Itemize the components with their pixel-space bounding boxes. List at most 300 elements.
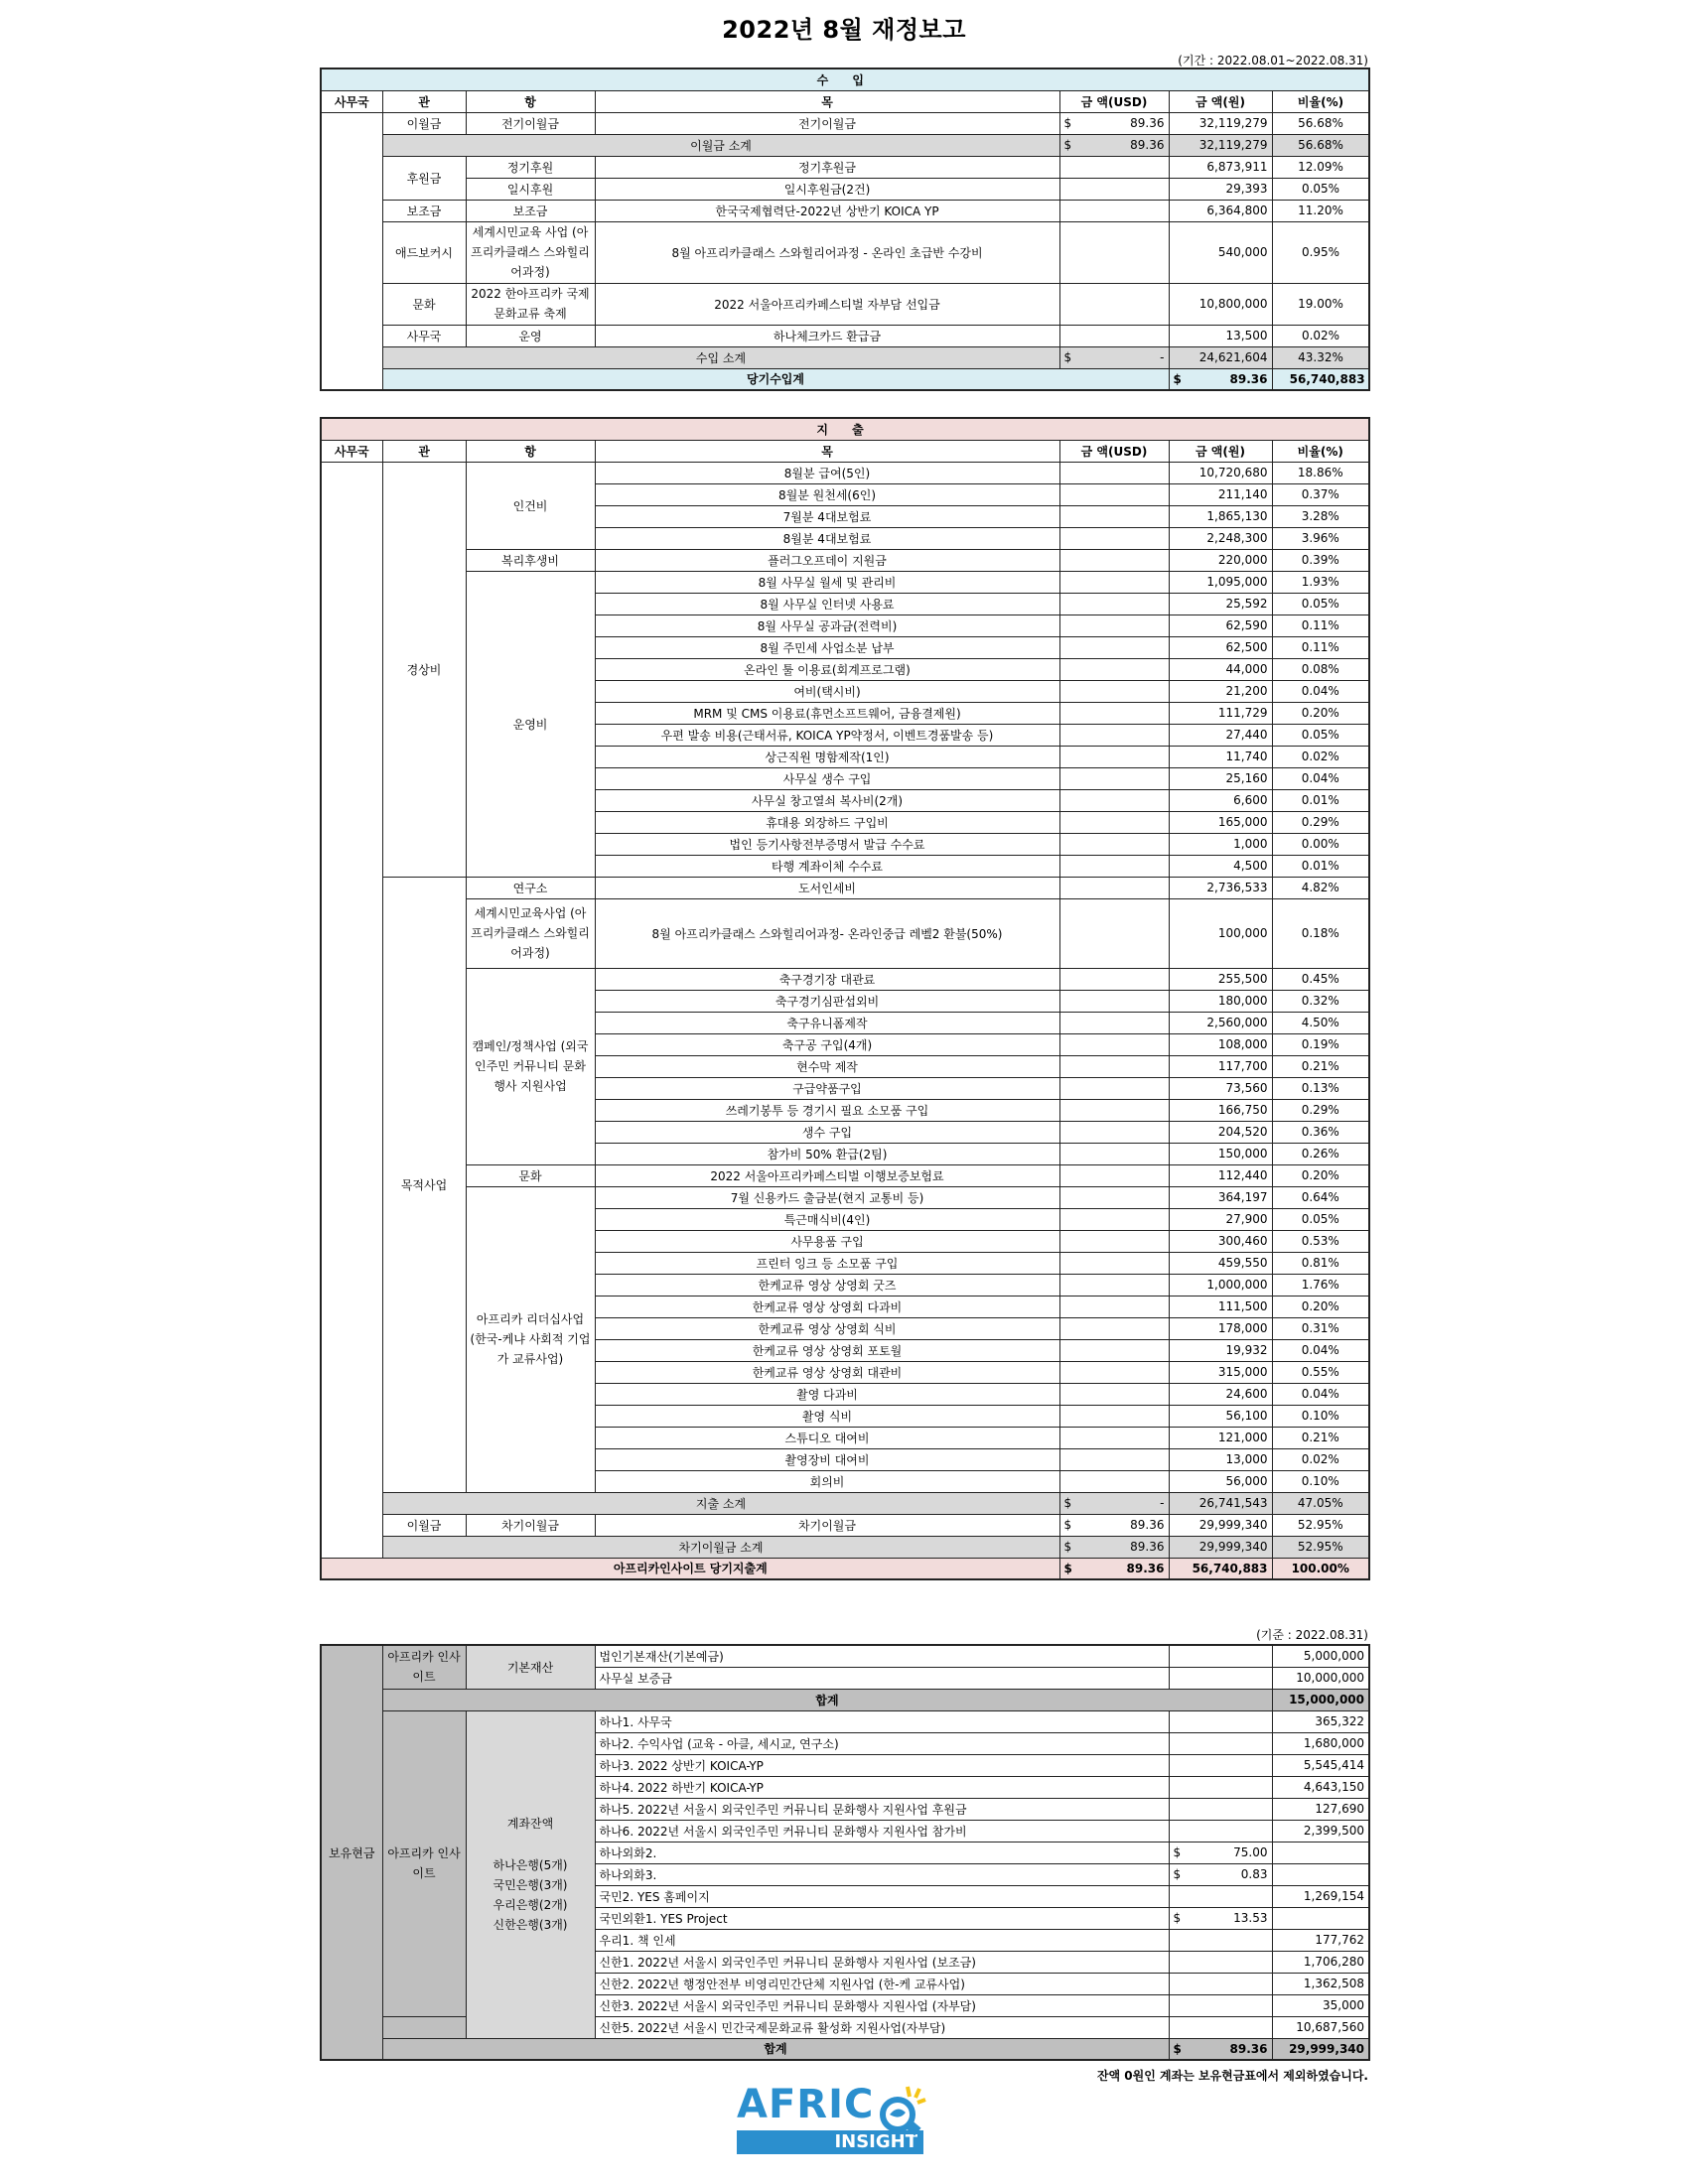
ratio-cell: 52.95%: [1272, 1536, 1369, 1558]
hang-campaign: 캠페인/정책사업 (외국인주민 커뮤니티 문화행사 지원사업: [466, 968, 595, 1164]
ratio-cell: 1.76%: [1272, 1274, 1369, 1296]
ratio-cell: 3.28%: [1272, 505, 1369, 527]
usd-cell: [1169, 1885, 1272, 1907]
krw-cell: 24,600: [1169, 1383, 1272, 1405]
mok-cell: 2022 서울아프리카페스티벌 이행보증보험료: [595, 1164, 1059, 1186]
ratio-cell: 0.20%: [1272, 1164, 1369, 1186]
mok-cell: 축구유니폼제작: [595, 1012, 1059, 1033]
account-name: 국민외환1. YES Project: [595, 1907, 1169, 1929]
krw-cell: 6,873,911: [1169, 156, 1272, 178]
usd-cell: [1169, 2016, 1272, 2038]
krw-cell: 150,000: [1169, 1143, 1272, 1164]
usd-cell: [1059, 483, 1169, 505]
org-cell-empty: [382, 2016, 466, 2038]
hang-cell: 일시후원: [466, 178, 595, 200]
ratio-cell: 0.01%: [1272, 855, 1369, 877]
mok-cell: 법인 등기사항전부증명서 발급 수수료: [595, 833, 1059, 855]
accounts-total-label: 합계: [382, 2038, 1169, 2060]
krw-cell: 108,000: [1169, 1033, 1272, 1055]
krw-cell: 27,440: [1169, 724, 1272, 746]
usd-cell: [1169, 1929, 1272, 1951]
usd-cell: [1059, 1470, 1169, 1492]
mok-cell: 플러그오프데이 지원금: [595, 549, 1059, 571]
table-row: [321, 1514, 1369, 1536]
income-subtotal-row: [321, 346, 1369, 368]
usd-cell: [1059, 1405, 1169, 1427]
table-row: [321, 200, 1369, 221]
usd-cell: [1059, 614, 1169, 636]
krw-cell: 211,140: [1169, 483, 1272, 505]
account-balance-label: [466, 1710, 595, 2038]
ratio-cell: 4.82%: [1272, 877, 1369, 898]
org-label: 아프리카 인사이트: [382, 1710, 466, 2016]
ratio-cell: 56.68%: [1272, 134, 1369, 156]
ratio-cell: 0.04%: [1272, 1383, 1369, 1405]
ratio-cell: 18.86%: [1272, 462, 1369, 483]
ratio-cell: 0.01%: [1272, 789, 1369, 811]
krw-cell: 29,393: [1169, 178, 1272, 200]
subtotal-label: 지출 소계: [382, 1492, 1059, 1514]
usd-cell: [1169, 1820, 1272, 1842]
mok-cell: 8월 사무실 공과금(전력비): [595, 614, 1059, 636]
usd-cell: [1059, 1055, 1169, 1077]
account-name: 하나2. 수익사업 (교육 - 아클, 세시교, 연구소): [595, 1732, 1169, 1754]
krw-cell: 166,750: [1169, 1099, 1272, 1121]
krw-cell: 111,729: [1169, 702, 1272, 724]
usd-cell: [1059, 1099, 1169, 1121]
mok-cell: 하나체크카드 환급금: [595, 325, 1059, 346]
usd-cell: [1059, 833, 1169, 855]
krw-cell: 73,560: [1169, 1077, 1272, 1099]
ratio-cell: 0.05%: [1272, 178, 1369, 200]
office-cell: [321, 112, 382, 390]
report-title: 2022년 8월 재정보고: [722, 16, 966, 44]
hang-culture: 문화: [466, 1164, 595, 1186]
ratio-cell: 0.20%: [1272, 1296, 1369, 1317]
krw-cell: 2,560,000: [1169, 1012, 1272, 1033]
hang-cell: 전기이월금: [466, 112, 595, 134]
col-gwan: 관: [382, 440, 466, 462]
ratio-cell: 0.11%: [1272, 614, 1369, 636]
col-krw: 금 액(원): [1169, 440, 1272, 462]
usd-cell: [1169, 1776, 1272, 1798]
ratio-cell: 0.45%: [1272, 968, 1369, 990]
cash-footnote: 잔액 0원인 계좌는 보유현금표에서 제외하였습니다.: [1096, 2069, 1368, 2083]
usd-cell: [1059, 221, 1169, 283]
krw-cell: 255,500: [1169, 968, 1272, 990]
account-name: 하나5. 2022년 서울시 외국인주민 커뮤니티 문화행사 지원사업 후원금: [595, 1798, 1169, 1820]
ratio-cell: 0.20%: [1272, 702, 1369, 724]
usd-cell: [1169, 1754, 1272, 1776]
krw-cell: 62,590: [1169, 614, 1272, 636]
usd-cell: [1059, 1033, 1169, 1055]
cash-holdings-table: [320, 1644, 1370, 2061]
ratio-cell: 0.10%: [1272, 1405, 1369, 1427]
ratio-cell: 0.08%: [1272, 658, 1369, 680]
mok-cell: 사무실 창고열쇠 복사비(2개): [595, 789, 1059, 811]
table-row: [321, 325, 1369, 346]
krw-cell: 5,000,000: [1272, 1645, 1369, 1667]
account-name: 우리1. 책 인세: [595, 1929, 1169, 1951]
krw-cell: [1272, 1863, 1369, 1885]
krw-cell: 220,000: [1169, 549, 1272, 571]
africa-insight-logo: [737, 2083, 935, 2172]
table-row: [321, 549, 1369, 571]
krw-cell: 1,362,508: [1272, 1973, 1369, 1994]
usd-cell: [1059, 724, 1169, 746]
krw-cell: 117,700: [1169, 1055, 1272, 1077]
usd-cell: $ 89.36: [1059, 1536, 1169, 1558]
mok-cell: 7월 신용카드 출금분(현지 교통비 등): [595, 1186, 1059, 1208]
table-row: [321, 1164, 1369, 1186]
usd-cell: [1059, 1230, 1169, 1252]
mok-cell: 일시후원금(2건): [595, 178, 1059, 200]
mok-cell: 차기이월금: [595, 1514, 1059, 1536]
mok-cell: 한국국제협력단-2022년 상반기 KOICA YP: [595, 200, 1059, 221]
mok-cell: 상근직원 명함제작(1인): [595, 746, 1059, 767]
mok-cell: 참가비 50% 환급(2팀): [595, 1143, 1059, 1164]
hang-cell: 보조금: [466, 200, 595, 221]
mok-cell: 도서인세비: [595, 877, 1059, 898]
mok-cell: 생수 구입: [595, 1121, 1059, 1143]
ratio-cell: 0.13%: [1272, 1077, 1369, 1099]
mok-cell: 축구경기장 대관료: [595, 968, 1059, 990]
ratio-cell: 0.39%: [1272, 549, 1369, 571]
usd-cell: [1059, 898, 1169, 968]
krw-cell: 111,500: [1169, 1296, 1272, 1317]
krw-cell: 21,200: [1169, 680, 1272, 702]
ratio-cell: 11.20%: [1272, 200, 1369, 221]
usd-cell: [1059, 283, 1169, 325]
col-usd: 금 액(USD): [1059, 90, 1169, 112]
account-name: 하나외화3.: [595, 1863, 1169, 1885]
org-label: 아프리카 인사이트: [382, 1645, 466, 1689]
account-name: 신한1. 2022년 서울시 외국인주민 커뮤니티 문화행사 지원사업 (보조금): [595, 1951, 1169, 1973]
usd-cell: [1059, 1164, 1169, 1186]
col-office: 사무국: [321, 440, 382, 462]
mok-cell: 특근매식비(4인): [595, 1208, 1059, 1230]
krw-cell: 1,680,000: [1272, 1732, 1369, 1754]
office-cell: [321, 462, 382, 1558]
krw-cell: 25,160: [1169, 767, 1272, 789]
mok-cell: 우편 발송 비용(근태서류, KOICA YP약정서, 이벤트경품발송 등): [595, 724, 1059, 746]
account-name: 신한5. 2022년 서울시 민간국제문화교류 활성화 지원사업(자부담): [595, 2016, 1169, 2038]
usd-cell: [1169, 1667, 1272, 1689]
usd-cell: $ 89.36: [1169, 368, 1272, 390]
mok-cell: 8월분 원천세(6인): [595, 483, 1059, 505]
usd-cell: [1169, 1951, 1272, 1973]
ratio-cell: 0.55%: [1272, 1361, 1369, 1383]
usd-cell: $ 89.36: [1059, 112, 1169, 134]
krw-cell: 24,621,604: [1169, 346, 1272, 368]
mok-cell: 2022 서울아프리카페스티벌 자부담 선입금: [595, 283, 1059, 325]
basic-total-row: [321, 1689, 1369, 1710]
ratio-cell: 0.21%: [1272, 1427, 1369, 1448]
table-row: [321, 221, 1369, 283]
krw-cell: 29,999,340: [1169, 1514, 1272, 1536]
krw-cell: 25,592: [1169, 593, 1272, 614]
cash-section-label: 보유현금: [321, 1645, 382, 2060]
usd-cell: [1169, 1710, 1272, 1732]
mok-cell: 스튜디오 대여비: [595, 1427, 1059, 1448]
carryover-subtotal-row: [321, 134, 1369, 156]
account-name: 하나3. 2022 상반기 KOICA-YP: [595, 1754, 1169, 1776]
ratio-cell: 3.96%: [1272, 527, 1369, 549]
mok-cell: 정기후원금: [595, 156, 1059, 178]
income-band-header: 수 입: [321, 68, 1369, 90]
mok-cell: 회의비: [595, 1470, 1059, 1492]
col-mok: 목: [595, 90, 1059, 112]
usd-cell: [1059, 680, 1169, 702]
hang-cell: 정기후원: [466, 156, 595, 178]
mok-cell: 7월분 4대보험료: [595, 505, 1059, 527]
income-table: [320, 68, 1370, 391]
mok-cell: MRM 및 CMS 이용료(휴먼소프트웨어, 금융결제원): [595, 702, 1059, 724]
krw-cell: 56,740,883: [1169, 1558, 1272, 1579]
gwan-ordinary: 경상비: [382, 462, 466, 877]
ratio-cell: 0.29%: [1272, 811, 1369, 833]
bank-count: 국민은행(3개): [492, 1878, 568, 1892]
gwan-cell: 문화: [382, 283, 466, 325]
usd-cell: $ 75.00: [1169, 1842, 1272, 1863]
mok-cell: 8월 사무실 인터넷 사용료: [595, 593, 1059, 614]
hang-edu: 세계시민교육사업 (아프리카클래스 스와힐리어과정): [466, 898, 595, 968]
krw-cell: 1,000,000: [1169, 1274, 1272, 1296]
krw-cell: 112,440: [1169, 1164, 1272, 1186]
krw-cell: 177,762: [1272, 1929, 1369, 1951]
krw-cell: 365,322: [1272, 1710, 1369, 1732]
usd-cell: [1059, 462, 1169, 483]
usd-cell: [1059, 571, 1169, 593]
krw-cell: 56,000: [1169, 1470, 1272, 1492]
krw-cell: 26,741,543: [1169, 1492, 1272, 1514]
mok-cell: 한케교류 영상 상영회 대관비: [595, 1361, 1059, 1383]
usd-cell: [1059, 1427, 1169, 1448]
ratio-cell: 0.04%: [1272, 767, 1369, 789]
krw-cell: 100,000: [1169, 898, 1272, 968]
gwan-cell: 이월금: [382, 112, 466, 134]
krw-cell: 2,736,533: [1169, 877, 1272, 898]
ratio-cell: 0.11%: [1272, 636, 1369, 658]
asset-name: 법인기본재산(기본예금): [595, 1645, 1169, 1667]
mok-cell: 한케교류 영상 상영회 식비: [595, 1317, 1059, 1339]
usd-cell: [1169, 1645, 1272, 1667]
krw-cell: 27,900: [1169, 1208, 1272, 1230]
usd-cell: [1169, 1994, 1272, 2016]
gwan-cell: 이월금: [382, 1514, 466, 1536]
hang-leadership: 아프리카 리더십사업 (한국-케냐 사회적 기업가 교류사업): [466, 1186, 595, 1492]
usd-cell: [1169, 1798, 1272, 1820]
expense-band-header: 지 출: [321, 418, 1369, 440]
usd-cell: [1059, 549, 1169, 571]
hang-welfare: 복리후생비: [466, 549, 595, 571]
krw-cell: 32,119,279: [1169, 134, 1272, 156]
usd-cell: $ 89.36: [1059, 1558, 1169, 1579]
mok-cell: 8월분 급여(5인): [595, 462, 1059, 483]
krw-cell: 44,000: [1169, 658, 1272, 680]
gwan-purpose: 목적사업: [382, 877, 466, 1492]
usd-cell: [1059, 877, 1169, 898]
mok-cell: 8월 사무실 월세 및 관리비: [595, 571, 1059, 593]
col-hang: 항: [466, 90, 595, 112]
krw-cell: 540,000: [1169, 221, 1272, 283]
table-row: [321, 571, 1369, 593]
usd-cell: [1059, 1186, 1169, 1208]
krw-cell: 19,932: [1169, 1339, 1272, 1361]
krw-cell: 62,500: [1169, 636, 1272, 658]
carry-next-subtotal-row: [321, 1536, 1369, 1558]
ratio-cell: 43.32%: [1272, 346, 1369, 368]
account-name: 신한2. 2022년 행정안전부 비영리민간단체 지원사업 (한-케 교류사업): [595, 1973, 1169, 1994]
ratio-cell: 0.02%: [1272, 746, 1369, 767]
ratio-cell: 0.05%: [1272, 1208, 1369, 1230]
hang-operation: 운영비: [466, 571, 595, 877]
ratio-cell: 52.95%: [1272, 1514, 1369, 1536]
krw-cell: 15,000,000: [1272, 1689, 1369, 1710]
expense-subtotal-row: [321, 1492, 1369, 1514]
col-hang: 항: [466, 440, 595, 462]
mok-cell: 8월분 4대보험료: [595, 527, 1059, 549]
krw-cell: [1272, 1842, 1369, 1863]
mok-cell: 촬영 다과비: [595, 1383, 1059, 1405]
table-row: [321, 178, 1369, 200]
ratio-cell: 0.04%: [1272, 680, 1369, 702]
mok-cell: 촬영장비 대여비: [595, 1448, 1059, 1470]
ratio-cell: 0.21%: [1272, 1055, 1369, 1077]
ratio-cell: 1.93%: [1272, 571, 1369, 593]
ratio-cell: 0.18%: [1272, 898, 1369, 968]
total-label: 당기수입계: [382, 368, 1169, 390]
total-label: 아프리카인사이트 당기지출계: [321, 1558, 1059, 1579]
usd-cell: [1059, 1012, 1169, 1033]
usd-cell: [1059, 855, 1169, 877]
krw-cell: 364,197: [1169, 1186, 1272, 1208]
usd-cell: $ 89.36: [1169, 2038, 1272, 2060]
usd-cell: [1059, 702, 1169, 724]
usd-cell: [1169, 1732, 1272, 1754]
usd-cell: [1059, 593, 1169, 614]
account-name: 하나6. 2022년 서울시 외국인주민 커뮤니티 문화행사 지원사업 참가비: [595, 1820, 1169, 1842]
mok-cell: 사무용품 구입: [595, 1230, 1059, 1252]
mok-cell: 휴대용 외장하드 구입비: [595, 811, 1059, 833]
col-gwan: 관: [382, 90, 466, 112]
subtotal-label: 이월금 소계: [382, 134, 1059, 156]
table-row: [321, 968, 1369, 990]
ratio-cell: 47.05%: [1272, 1492, 1369, 1514]
usd-cell: [1059, 1252, 1169, 1274]
basic-total-label: 합계: [382, 1689, 1272, 1710]
col-ratio: 비율(%): [1272, 90, 1369, 112]
mok-cell: 8월 주민세 사업소분 납부: [595, 636, 1059, 658]
table-row: [321, 877, 1369, 898]
mok-cell: 여비(택시비): [595, 680, 1059, 702]
mok-cell: 전기이월금: [595, 112, 1059, 134]
income-total-row: [321, 368, 1369, 390]
hang-cell: 세계시민교육 사업 (아프리카클래스 스와힐리어과정): [466, 221, 595, 283]
report-period: (기간 : 2022.08.01~2022.08.31): [1178, 54, 1368, 68]
krw-cell: 1,269,154: [1272, 1885, 1369, 1907]
bank-count: 신한은행(3개): [492, 1918, 568, 1932]
ratio-cell: 0.95%: [1272, 221, 1369, 283]
expense-total-row: [321, 1558, 1369, 1579]
krw-cell: 121,000: [1169, 1427, 1272, 1448]
krw-cell: 10,720,680: [1169, 462, 1272, 483]
ratio-cell: 0.37%: [1272, 483, 1369, 505]
account-name: 신한3. 2022년 서울시 외국인주민 커뮤니티 문화행사 지원사업 (자부담): [595, 1994, 1169, 2016]
krw-cell: 6,364,800: [1169, 200, 1272, 221]
krw-cell: 4,643,150: [1272, 1776, 1369, 1798]
usd-cell: $ 89.36: [1059, 134, 1169, 156]
krw-cell: 127,690: [1272, 1798, 1369, 1820]
usd-cell: [1059, 200, 1169, 221]
krw-cell: 300,460: [1169, 1230, 1272, 1252]
usd-cell: $ 0.83: [1169, 1863, 1272, 1885]
usd-cell: [1059, 767, 1169, 789]
usd-cell: [1059, 1077, 1169, 1099]
mok-cell: 축구공 구입(4개): [595, 1033, 1059, 1055]
ratio-cell: 0.53%: [1272, 1230, 1369, 1252]
account-row: [321, 1710, 1369, 1732]
col-ratio: 비율(%): [1272, 440, 1369, 462]
krw-cell: 56,100: [1169, 1405, 1272, 1427]
table-row: [321, 1186, 1369, 1208]
usd-cell: $ -: [1059, 346, 1169, 368]
ratio-cell: 0.02%: [1272, 1448, 1369, 1470]
logo-insight-bar: INSIGHT: [737, 2130, 923, 2154]
krw-cell: 11,740: [1169, 746, 1272, 767]
krw-cell: 2,248,300: [1169, 527, 1272, 549]
usd-cell: $ 89.36: [1059, 1514, 1169, 1536]
gwan-cell: 후원금: [382, 156, 466, 200]
mok-cell: 한케교류 영상 상영회 다과비: [595, 1296, 1059, 1317]
mok-cell: 8월 아프리카클래스 스와힐리어과정- 온라인중급 레벨2 환불(50%): [595, 898, 1059, 968]
account-name: 하나4. 2022 하반기 KOICA-YP: [595, 1776, 1169, 1798]
gwan-cell: 보조금: [382, 200, 466, 221]
usd-cell: [1059, 746, 1169, 767]
krw-cell: 459,550: [1169, 1252, 1272, 1274]
table-row: [321, 112, 1369, 134]
krw-cell: 2,399,500: [1272, 1820, 1369, 1842]
krw-cell: 5,545,414: [1272, 1754, 1369, 1776]
krw-cell: 204,520: [1169, 1121, 1272, 1143]
krw-cell: 165,000: [1169, 811, 1272, 833]
hang-cell: 운영: [466, 325, 595, 346]
ratio-cell: 0.05%: [1272, 724, 1369, 746]
ratio-cell: 12.09%: [1272, 156, 1369, 178]
usd-cell: [1059, 1296, 1169, 1317]
ratio-cell: 4.50%: [1272, 1012, 1369, 1033]
bank-count: 우리은행(2개): [492, 1898, 568, 1912]
usd-cell: [1059, 636, 1169, 658]
krw-cell: 315,000: [1169, 1361, 1272, 1383]
table-row: [321, 156, 1369, 178]
usd-cell: [1059, 505, 1169, 527]
account-name: 하나1. 사무국: [595, 1710, 1169, 1732]
usd-cell: [1059, 1317, 1169, 1339]
col-usd: 금 액(USD): [1059, 440, 1169, 462]
mok-cell: 8월 아프리카클래스 스와힐리어과정 - 온라인 초급반 수강비: [595, 221, 1059, 283]
account-name: 국민2. YES 홈페이지: [595, 1885, 1169, 1907]
usd-cell: [1059, 1448, 1169, 1470]
ratio-cell: 0.04%: [1272, 1339, 1369, 1361]
ratio-cell: 0.02%: [1272, 325, 1369, 346]
ratio-cell: 0.81%: [1272, 1252, 1369, 1274]
basic-asset-label: 기본재산: [466, 1645, 595, 1689]
krw-cell: 13,000: [1169, 1448, 1272, 1470]
usd-cell: [1059, 178, 1169, 200]
krw-cell: 180,000: [1169, 990, 1272, 1012]
usd-cell: [1059, 1274, 1169, 1296]
